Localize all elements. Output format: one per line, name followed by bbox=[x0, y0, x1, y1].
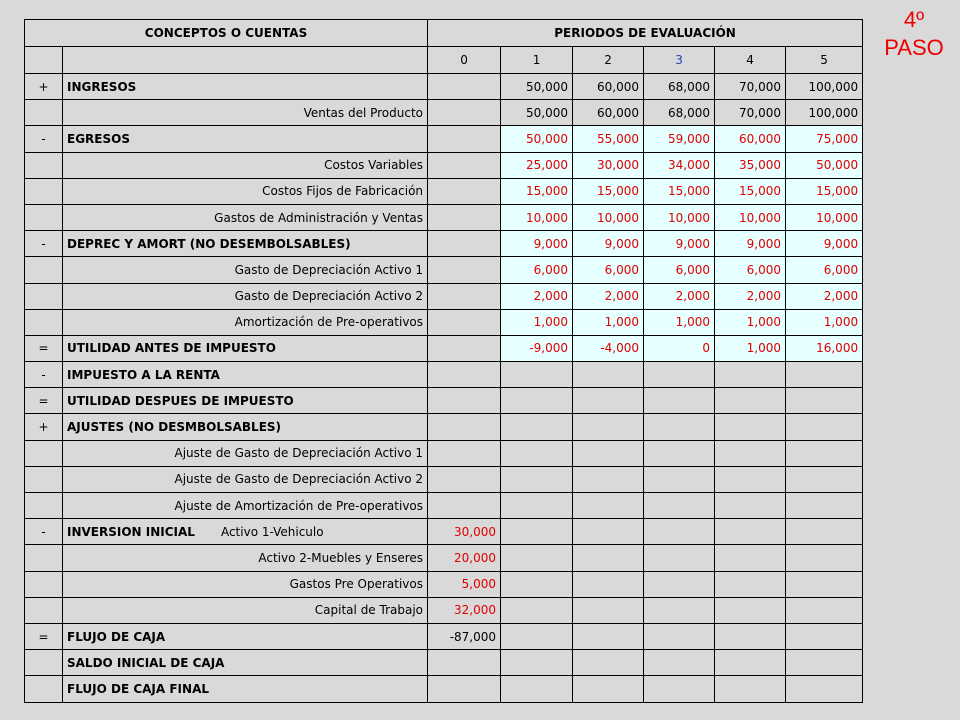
value-cell-period-2 bbox=[573, 466, 644, 492]
period-0: 0 bbox=[428, 47, 501, 74]
row-sign bbox=[25, 571, 63, 597]
value-cell-period-4 bbox=[715, 519, 786, 545]
blank-cell bbox=[63, 47, 428, 74]
value-cell-period-5 bbox=[786, 466, 863, 492]
value-cell-period-5 bbox=[786, 519, 863, 545]
row-label bbox=[63, 440, 428, 466]
value-cell-period-3: 68,000 bbox=[644, 100, 715, 126]
value-cell-period-0 bbox=[428, 335, 501, 361]
value-cell-period-4: 10,000 bbox=[715, 204, 786, 230]
value-cell-period-5 bbox=[786, 650, 863, 676]
table-row-capital-trabajo bbox=[25, 597, 863, 623]
value-cell-period-2 bbox=[573, 493, 644, 519]
table-row-utilidad-antes-impuesto bbox=[25, 335, 863, 361]
value-cell-period-2 bbox=[573, 571, 644, 597]
value-cell-period-0 bbox=[428, 388, 501, 414]
value-cell-period-1: 50,000 bbox=[501, 126, 573, 152]
value-cell-period-2: 15,000 bbox=[573, 178, 644, 204]
table-row-costos-fijos bbox=[25, 178, 863, 204]
row-sign bbox=[25, 100, 63, 126]
table-row-gastos-admin-ventas bbox=[25, 204, 863, 230]
table-row-saldo-inicial-caja bbox=[25, 650, 863, 676]
row-label-text: Ajuste de Amortización de Pre-operativos bbox=[174, 498, 424, 513]
value-cell-period-1 bbox=[501, 414, 573, 440]
value-cell-period-5: 75,000 bbox=[786, 126, 863, 152]
value-cell-period-1: -9,000 bbox=[501, 335, 573, 361]
value-cell-period-3: 15,000 bbox=[644, 178, 715, 204]
table-row-ingresos bbox=[25, 74, 863, 100]
table-row-gasto-deprec-activo-1 bbox=[25, 257, 863, 283]
value-cell-period-1: 10,000 bbox=[501, 204, 573, 230]
row-label bbox=[63, 283, 428, 309]
value-cell-period-0 bbox=[428, 257, 501, 283]
row-label-text: INGRESOS bbox=[67, 79, 137, 94]
row-label-text: FLUJO DE CAJA FINAL bbox=[67, 681, 210, 696]
table-row-utilidad-despues-impuesto bbox=[25, 388, 863, 414]
row-label bbox=[63, 126, 428, 152]
row-label bbox=[63, 571, 428, 597]
value-cell-period-5 bbox=[786, 676, 863, 702]
row-label-text: Costos Variables bbox=[324, 158, 424, 173]
table-row-gastos-pre-operativos bbox=[25, 571, 863, 597]
row-label-text: AJUSTES (NO DESMBOLSABLES) bbox=[67, 420, 282, 435]
value-cell-period-5: 6,000 bbox=[786, 257, 863, 283]
value-cell-period-5 bbox=[786, 414, 863, 440]
table-row-ajuste-deprec-activo-1 bbox=[25, 440, 863, 466]
value-cell-period-4: 35,000 bbox=[715, 152, 786, 178]
row-sign: + bbox=[25, 414, 63, 440]
value-cell-period-4 bbox=[715, 623, 786, 649]
row-sign bbox=[25, 257, 63, 283]
value-cell-period-0 bbox=[428, 440, 501, 466]
value-cell-period-2: 60,000 bbox=[573, 74, 644, 100]
row-label-text: UTILIDAD ANTES DE IMPUESTO bbox=[67, 341, 276, 356]
value-cell-period-0 bbox=[428, 204, 501, 230]
value-cell-period-3: 9,000 bbox=[644, 231, 715, 257]
period-5: 5 bbox=[786, 47, 863, 74]
row-label bbox=[63, 100, 428, 126]
value-cell-period-2: 10,000 bbox=[573, 204, 644, 230]
value-cell-period-5: 2,000 bbox=[786, 283, 863, 309]
row-sign: = bbox=[25, 335, 63, 361]
period-4: 4 bbox=[715, 47, 786, 74]
value-cell-period-4 bbox=[715, 388, 786, 414]
value-cell-period-4 bbox=[715, 440, 786, 466]
table-body bbox=[25, 74, 863, 703]
table-row-ventas-producto bbox=[25, 100, 863, 126]
value-cell-period-0 bbox=[428, 309, 501, 335]
value-cell-period-2: 1,000 bbox=[573, 309, 644, 335]
value-cell-period-5 bbox=[786, 388, 863, 414]
row-sign bbox=[25, 204, 63, 230]
row-sign: - bbox=[25, 519, 63, 545]
row-label bbox=[63, 597, 428, 623]
value-cell-period-3: 68,000 bbox=[644, 74, 715, 100]
value-cell-period-1: 6,000 bbox=[501, 257, 573, 283]
value-cell-period-4 bbox=[715, 597, 786, 623]
value-cell-period-0: 20,000 bbox=[428, 545, 501, 571]
row-sign bbox=[25, 152, 63, 178]
value-cell-period-4 bbox=[715, 676, 786, 702]
value-cell-period-4: 2,000 bbox=[715, 283, 786, 309]
value-cell-period-4 bbox=[715, 545, 786, 571]
table-row-amortizacion-preoperativos bbox=[25, 309, 863, 335]
value-cell-period-1 bbox=[501, 493, 573, 519]
value-cell-period-2 bbox=[573, 545, 644, 571]
value-cell-period-5 bbox=[786, 597, 863, 623]
value-cell-period-5 bbox=[786, 571, 863, 597]
row-label bbox=[63, 335, 428, 361]
row-sublabel: Activo 1-Vehiculo bbox=[220, 524, 324, 539]
value-cell-period-3: 1,000 bbox=[644, 309, 715, 335]
row-label-text: Activo 2-Muebles y Enseres bbox=[258, 550, 424, 565]
table-row-deprec-amort bbox=[25, 231, 863, 257]
value-cell-period-5 bbox=[786, 545, 863, 571]
table-row-inversion-inicial bbox=[25, 519, 863, 545]
row-label bbox=[63, 152, 428, 178]
table-row-activo-2-muebles bbox=[25, 545, 863, 571]
value-cell-period-3: 0 bbox=[644, 335, 715, 361]
row-label-text: Gasto de Depreciación Activo 1 bbox=[234, 262, 424, 277]
row-label bbox=[63, 204, 428, 230]
value-cell-period-1 bbox=[501, 519, 573, 545]
value-cell-period-4: 15,000 bbox=[715, 178, 786, 204]
value-cell-period-2 bbox=[573, 414, 644, 440]
row-label bbox=[63, 545, 428, 571]
row-sign bbox=[25, 283, 63, 309]
value-cell-period-2: 60,000 bbox=[573, 100, 644, 126]
row-label bbox=[63, 519, 428, 545]
value-cell-period-1 bbox=[501, 362, 573, 388]
value-cell-period-3 bbox=[644, 362, 715, 388]
value-cell-period-5 bbox=[786, 440, 863, 466]
row-sign bbox=[25, 493, 63, 519]
row-label bbox=[63, 231, 428, 257]
value-cell-period-0 bbox=[428, 152, 501, 178]
blank-cell bbox=[25, 47, 63, 74]
value-cell-period-4 bbox=[715, 466, 786, 492]
value-cell-period-3 bbox=[644, 466, 715, 492]
table-row-ajuste-deprec-activo-2 bbox=[25, 466, 863, 492]
row-label-text: Ventas del Producto bbox=[303, 105, 424, 120]
value-cell-period-0 bbox=[428, 676, 501, 702]
value-cell-period-0 bbox=[428, 231, 501, 257]
row-sign bbox=[25, 309, 63, 335]
value-cell-period-3 bbox=[644, 493, 715, 519]
row-sign bbox=[25, 650, 63, 676]
row-label-text: Gasto de Depreciación Activo 2 bbox=[234, 289, 424, 304]
value-cell-period-5: 1,000 bbox=[786, 309, 863, 335]
value-cell-period-4 bbox=[715, 650, 786, 676]
value-cell-period-2 bbox=[573, 519, 644, 545]
value-cell-period-2: 55,000 bbox=[573, 126, 644, 152]
value-cell-period-1 bbox=[501, 623, 573, 649]
value-cell-period-0 bbox=[428, 283, 501, 309]
row-label-text: UTILIDAD DESPUES DE IMPUESTO bbox=[67, 393, 294, 408]
value-cell-period-3 bbox=[644, 571, 715, 597]
row-label-text: DEPREC Y AMORT (NO DESEMBOLSABLES) bbox=[67, 236, 351, 251]
value-cell-period-2 bbox=[573, 650, 644, 676]
table-row-impuesto-renta bbox=[25, 362, 863, 388]
value-cell-period-2: -4,000 bbox=[573, 335, 644, 361]
value-cell-period-0: 32,000 bbox=[428, 597, 501, 623]
value-cell-period-0: 30,000 bbox=[428, 519, 501, 545]
value-cell-period-5: 50,000 bbox=[786, 152, 863, 178]
value-cell-period-4 bbox=[715, 571, 786, 597]
value-cell-period-5: 10,000 bbox=[786, 204, 863, 230]
value-cell-period-4: 9,000 bbox=[715, 231, 786, 257]
row-label bbox=[63, 362, 428, 388]
value-cell-period-0 bbox=[428, 493, 501, 519]
value-cell-period-1 bbox=[501, 676, 573, 702]
value-cell-period-0 bbox=[428, 74, 501, 100]
value-cell-period-0 bbox=[428, 650, 501, 676]
row-label bbox=[63, 388, 428, 414]
table-row-costos-variables bbox=[25, 152, 863, 178]
row-label-text: EGRESOS bbox=[67, 131, 130, 146]
step-label bbox=[868, 6, 960, 62]
period-numbers-row bbox=[25, 47, 863, 74]
row-sign: - bbox=[25, 362, 63, 388]
value-cell-period-2: 30,000 bbox=[573, 152, 644, 178]
value-cell-period-1 bbox=[501, 650, 573, 676]
row-sign bbox=[25, 178, 63, 204]
period-2: 2 bbox=[573, 47, 644, 74]
value-cell-period-5: 9,000 bbox=[786, 231, 863, 257]
value-cell-period-4: 6,000 bbox=[715, 257, 786, 283]
step-number: 4º bbox=[903, 7, 925, 32]
row-sign bbox=[25, 440, 63, 466]
row-sign bbox=[25, 466, 63, 492]
value-cell-period-5: 100,000 bbox=[786, 100, 863, 126]
value-cell-period-1: 1,000 bbox=[501, 309, 573, 335]
value-cell-period-3 bbox=[644, 440, 715, 466]
row-label-text: INVERSION INICIAL bbox=[67, 524, 195, 539]
row-label-text: Ajuste de Gasto de Depreciación Activo 2 bbox=[174, 472, 424, 487]
value-cell-period-1: 50,000 bbox=[501, 100, 573, 126]
table-row-egresos bbox=[25, 126, 863, 152]
value-cell-period-3: 10,000 bbox=[644, 204, 715, 230]
value-cell-period-2 bbox=[573, 623, 644, 649]
value-cell-period-2: 9,000 bbox=[573, 231, 644, 257]
row-sign: + bbox=[25, 74, 63, 100]
value-cell-period-2 bbox=[573, 597, 644, 623]
value-cell-period-4 bbox=[715, 493, 786, 519]
row-label bbox=[63, 414, 428, 440]
value-cell-period-3 bbox=[644, 623, 715, 649]
row-label-text: Gastos Pre Operativos bbox=[289, 577, 424, 592]
value-cell-period-4 bbox=[715, 362, 786, 388]
value-cell-period-1 bbox=[501, 466, 573, 492]
row-label bbox=[63, 178, 428, 204]
row-label-text: FLUJO DE CAJA bbox=[67, 629, 166, 644]
value-cell-period-4: 60,000 bbox=[715, 126, 786, 152]
value-cell-period-3 bbox=[644, 414, 715, 440]
row-label bbox=[63, 676, 428, 702]
row-label-text: Ajuste de Gasto de Depreciación Activo 1 bbox=[174, 446, 424, 461]
value-cell-period-2: 2,000 bbox=[573, 283, 644, 309]
value-cell-period-5: 100,000 bbox=[786, 74, 863, 100]
value-cell-period-3 bbox=[644, 388, 715, 414]
row-sign bbox=[25, 597, 63, 623]
value-cell-period-1: 15,000 bbox=[501, 178, 573, 204]
concepts-header: CONCEPTOS O CUENTAS bbox=[25, 20, 428, 47]
period-1: 1 bbox=[501, 47, 573, 74]
value-cell-period-1: 2,000 bbox=[501, 283, 573, 309]
cash-flow-table bbox=[24, 19, 863, 703]
row-label-text: SALDO INICIAL DE CAJA bbox=[67, 655, 225, 670]
value-cell-period-2 bbox=[573, 388, 644, 414]
row-sign: - bbox=[25, 126, 63, 152]
row-label bbox=[63, 74, 428, 100]
value-cell-period-3 bbox=[644, 545, 715, 571]
value-cell-period-0 bbox=[428, 362, 501, 388]
row-sign bbox=[25, 676, 63, 702]
row-label bbox=[63, 493, 428, 519]
row-label-text: Costos Fijos de Fabricación bbox=[262, 184, 424, 199]
value-cell-period-4: 1,000 bbox=[715, 335, 786, 361]
value-cell-period-0 bbox=[428, 414, 501, 440]
table-row-flujo-caja-final bbox=[25, 676, 863, 702]
value-cell-period-2 bbox=[573, 362, 644, 388]
row-label bbox=[63, 623, 428, 649]
value-cell-period-0 bbox=[428, 466, 501, 492]
row-label-text: Gastos de Administración y Ventas bbox=[214, 210, 424, 225]
value-cell-period-0 bbox=[428, 100, 501, 126]
value-cell-period-4: 70,000 bbox=[715, 74, 786, 100]
row-label-text: Capital de Trabajo bbox=[314, 603, 424, 618]
value-cell-period-1: 25,000 bbox=[501, 152, 573, 178]
row-label-text: IMPUESTO A LA RENTA bbox=[67, 367, 220, 382]
row-label bbox=[63, 650, 428, 676]
value-cell-period-1 bbox=[501, 388, 573, 414]
value-cell-period-1 bbox=[501, 571, 573, 597]
table-row-flujo-caja bbox=[25, 623, 863, 649]
value-cell-period-5 bbox=[786, 623, 863, 649]
table-row-gasto-deprec-activo-2 bbox=[25, 283, 863, 309]
value-cell-period-0 bbox=[428, 178, 501, 204]
value-cell-period-2 bbox=[573, 440, 644, 466]
value-cell-period-0 bbox=[428, 126, 501, 152]
value-cell-period-1 bbox=[501, 597, 573, 623]
value-cell-period-3 bbox=[644, 597, 715, 623]
value-cell-period-5 bbox=[786, 362, 863, 388]
value-cell-period-4: 70,000 bbox=[715, 100, 786, 126]
row-sign: - bbox=[25, 231, 63, 257]
value-cell-period-2: 6,000 bbox=[573, 257, 644, 283]
value-cell-period-4: 1,000 bbox=[715, 309, 786, 335]
value-cell-period-4 bbox=[715, 414, 786, 440]
value-cell-period-1 bbox=[501, 545, 573, 571]
row-label-text: Amortización de Pre-operativos bbox=[234, 315, 424, 330]
value-cell-period-1: 9,000 bbox=[501, 231, 573, 257]
row-label bbox=[63, 466, 428, 492]
row-sign: = bbox=[25, 623, 63, 649]
value-cell-period-3: 59,000 bbox=[644, 126, 715, 152]
table-row-ajuste-amortizacion bbox=[25, 493, 863, 519]
row-sign: = bbox=[25, 388, 63, 414]
step-word: PASO bbox=[884, 35, 944, 60]
value-cell-period-5 bbox=[786, 493, 863, 519]
header-row bbox=[25, 20, 863, 47]
value-cell-period-5: 15,000 bbox=[786, 178, 863, 204]
value-cell-period-0: -87,000 bbox=[428, 623, 501, 649]
value-cell-period-3: 6,000 bbox=[644, 257, 715, 283]
value-cell-period-2 bbox=[573, 676, 644, 702]
value-cell-period-1: 50,000 bbox=[501, 74, 573, 100]
table-row-ajustes bbox=[25, 414, 863, 440]
value-cell-period-3 bbox=[644, 650, 715, 676]
period-3: 3 bbox=[644, 47, 715, 74]
value-cell-period-3: 34,000 bbox=[644, 152, 715, 178]
periods-header: PERIODOS DE EVALUACIÓN bbox=[428, 20, 863, 47]
value-cell-period-5: 16,000 bbox=[786, 335, 863, 361]
value-cell-period-3 bbox=[644, 676, 715, 702]
row-label bbox=[63, 257, 428, 283]
value-cell-period-3: 2,000 bbox=[644, 283, 715, 309]
row-label bbox=[63, 309, 428, 335]
row-sign bbox=[25, 545, 63, 571]
value-cell-period-1 bbox=[501, 440, 573, 466]
value-cell-period-3 bbox=[644, 519, 715, 545]
value-cell-period-0: 5,000 bbox=[428, 571, 501, 597]
